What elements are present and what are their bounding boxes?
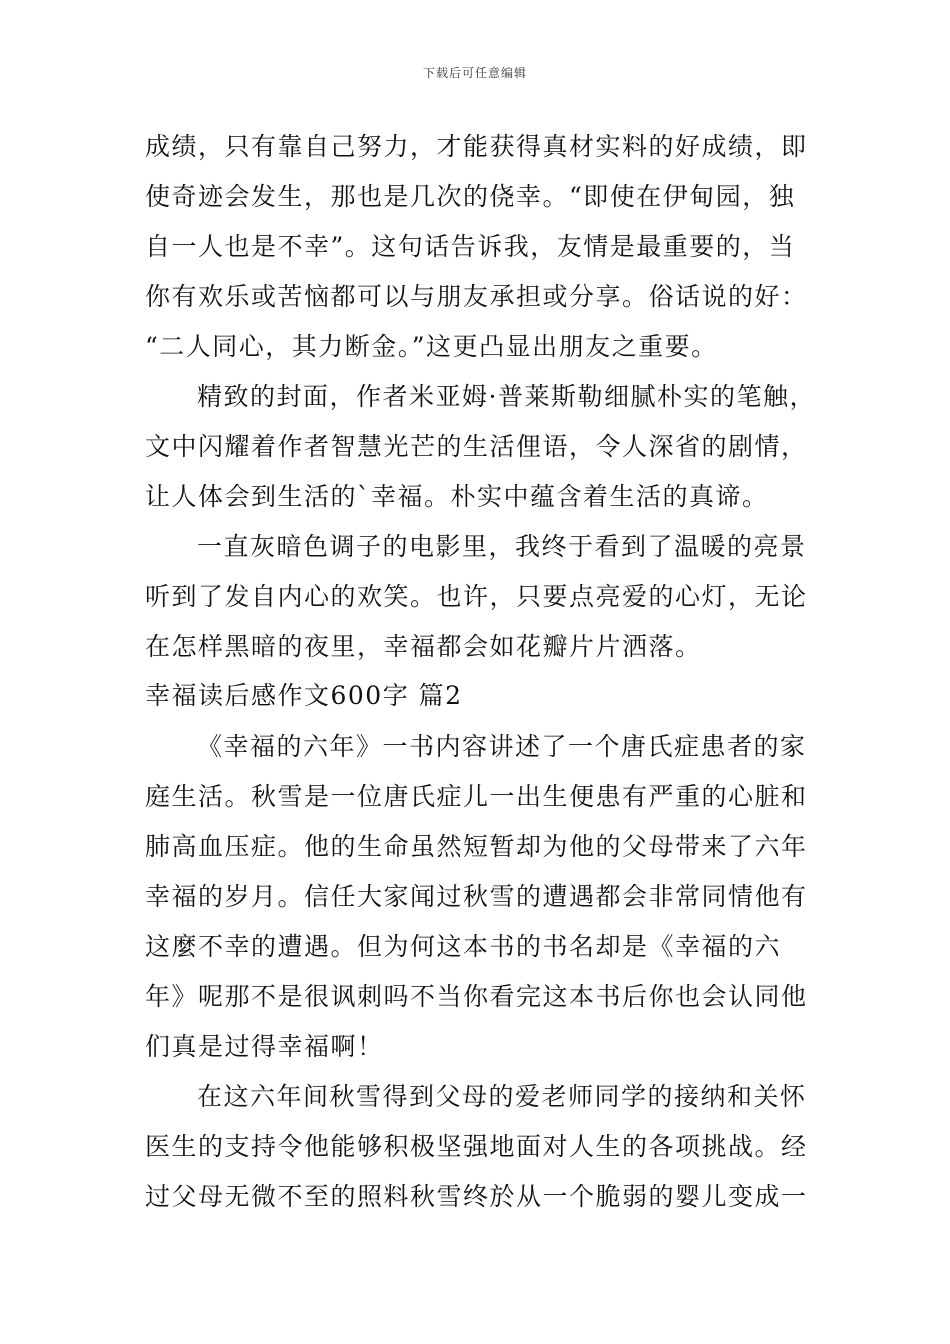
paragraph-line: 肺高血压症。他的生命虽然短暂却为他的父母带来了六年 bbox=[145, 832, 808, 861]
paragraph-line: 自一人也是不幸”。这句话告诉我，友情是最重要的，当 bbox=[145, 232, 796, 261]
paragraph-line: 文中闪耀着作者智慧光芒的生活俚语，令人深省的剧情， bbox=[145, 432, 808, 461]
paragraph-line: 们真是过得幸福啊！ bbox=[145, 1032, 384, 1061]
paragraph-line: 使奇迹会发生，那也是几次的侥幸。“即使在伊甸园，独 bbox=[145, 182, 796, 211]
paragraph-line: 你有欢乐或苦恼都可以与朋友承担或分享。俗话说的好： bbox=[145, 282, 808, 311]
paragraph-line: 庭生活。秋雪是一位唐氏症儿一出生便患有严重的心脏和 bbox=[145, 782, 808, 811]
paragraph-line: 一直灰暗色调子的电影里，我终于看到了温暖的亮景 bbox=[197, 532, 807, 561]
paragraph-line: 在这六年间秋雪得到父母的爱老师同学的接纳和关怀 bbox=[197, 1082, 807, 1111]
paragraph-line: 《幸福的六年》一书内容讲述了一个唐氏症患者的家 bbox=[197, 732, 807, 761]
paragraph-line: 听到了发自内心的欢笑。也许，只要点亮爱的心灯，无论 bbox=[145, 582, 808, 611]
paragraph-line: 精致的封面，作者米亚姆·普莱斯勒细腻朴实的笔触， bbox=[197, 382, 816, 411]
paragraph-line: 过父母无微不至的照料秋雪终於从一个脆弱的婴儿变成一 bbox=[145, 1182, 808, 1211]
paragraph-line: 年》呢那不是很讽刺吗不当你看完这本书后你也会认同他 bbox=[145, 982, 808, 1011]
paragraph-line: 让人体会到生活的`幸福。朴实中蕴含着生活的真谛。 bbox=[145, 482, 769, 511]
paragraph-line: 在怎样黑暗的夜里，幸福都会如花瓣片片洒落。 bbox=[145, 632, 702, 661]
page-header: 下载后可任意编辑 bbox=[422, 66, 527, 80]
paragraph-line: 医生的支持令他能够积极坚强地面对人生的各项挑战。经 bbox=[145, 1132, 808, 1161]
paragraph-line: “二人同心，其力断金。”这更凸显出朋友之重要。 bbox=[145, 332, 718, 361]
paragraph-line: 幸福的岁月。信任大家闻过秋雪的遭遇都会非常同情他有 bbox=[145, 882, 808, 911]
section-heading: 幸福读后感作文600字 篇2 bbox=[145, 681, 463, 710]
paragraph-line: 这麼不幸的遭遇。但为何这本书的书名却是《幸福的六 bbox=[145, 932, 782, 961]
paragraph-line: 成绩，只有靠自己努力，才能获得真材实料的好成绩，即 bbox=[145, 132, 808, 161]
